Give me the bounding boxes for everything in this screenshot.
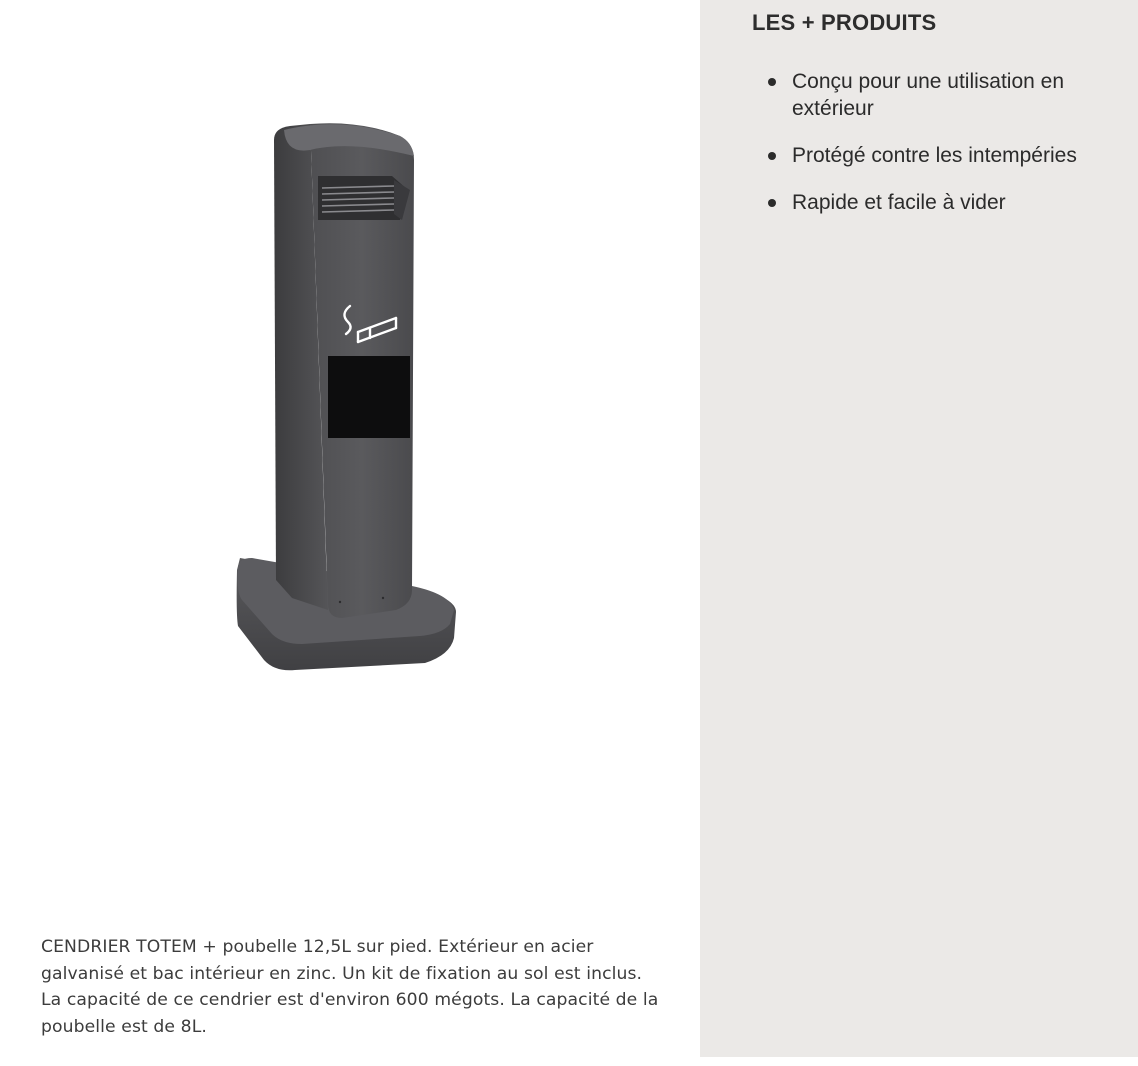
product-highlights-sidebar (700, 0, 1138, 1057)
ashtray-totem-image (200, 110, 490, 690)
waste-opening (328, 356, 410, 438)
bullet-icon (768, 152, 776, 160)
bullet-icon (768, 78, 776, 86)
feature-text: Conçu pour une utilisation en extérieur (792, 70, 1065, 120)
features-list (766, 68, 1126, 236)
feature-item (766, 142, 1126, 169)
feature-text: Rapide et facile à vider (792, 191, 1006, 214)
product-description: CENDRIER TOTEM + poubelle 12,5L sur pied. Extérieur en acier galvanisé et bac intérieur en zinc. Un kit de fixation au sol est inclus. La capacité de ce cendrier est d'environ 600 mégots. La capacité de la poubelle est de 8L. (41, 937, 659, 1037)
sidebar-title: LES + PRODUITS (752, 10, 937, 35)
feature-text: Protégé contre les intempéries (792, 144, 1077, 167)
bullet-icon (768, 199, 776, 207)
feature-item (766, 189, 1126, 216)
feature-item (766, 68, 1126, 122)
